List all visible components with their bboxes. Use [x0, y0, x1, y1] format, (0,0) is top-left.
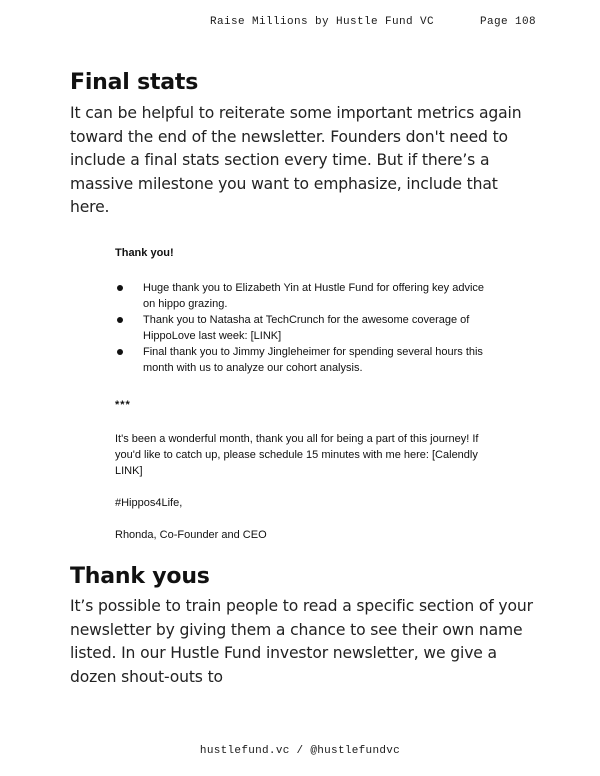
section-divider: ***	[115, 399, 131, 411]
bullet-icon	[117, 349, 123, 355]
newsletter-example	[115, 245, 490, 559]
bullet-icon	[117, 317, 123, 323]
final-stats-body: It can be helpful to reiterate some important metrics again toward the end of the newsletter. Founders don't need to include a final stats section every time. But if there’s a massive milestone you want to emphasize, include that here.	[70, 104, 522, 216]
page-number: Page 108	[480, 16, 537, 28]
signature: Rhonda, Co-Founder and CEO	[115, 529, 267, 541]
list-item	[115, 344, 490, 376]
thank-yous-body: It’s possible to train people to read a specific section of your newsletter by giving them a chance to see their own name listed. In our Hustle Fund investor newsletter, we give a dozen shout-outs to	[70, 597, 533, 686]
list-item-text: Huge thank you to Elizabeth Yin at Hustle Fund for offering key advice on hippo grazing.	[143, 282, 484, 310]
list-item-text: Final thank you to Jimmy Jingleheimer for spending several hours this month with us to analyze our cohort analysis.	[143, 346, 483, 374]
bullet-icon	[117, 285, 123, 291]
hashtag-signoff: #Hippos4Life,	[115, 497, 183, 509]
thank-yous-heading: Thank yous	[70, 564, 210, 589]
list-item	[115, 312, 490, 344]
list-item	[115, 280, 490, 312]
newsletter-thank-you-heading: Thank you!	[115, 247, 174, 259]
list-item-text: Thank you to Natasha at TechCrunch for the awesome coverage of HippoLove last week: [LINK]	[143, 314, 470, 342]
page-footer: hustlefund.vc / @hustlefundvc	[199, 745, 401, 757]
closing-paragraph: It's been a wonderful month, thank you all for being a part of this journey! If you'd like to catch up, please schedule 15 minutes with me here: [Calendly LINK]	[115, 433, 479, 477]
running-header-title: Raise Millions by Hustle Fund VC	[210, 16, 435, 28]
thank-you-list	[115, 280, 490, 376]
final-stats-heading: Final stats	[70, 70, 199, 95]
